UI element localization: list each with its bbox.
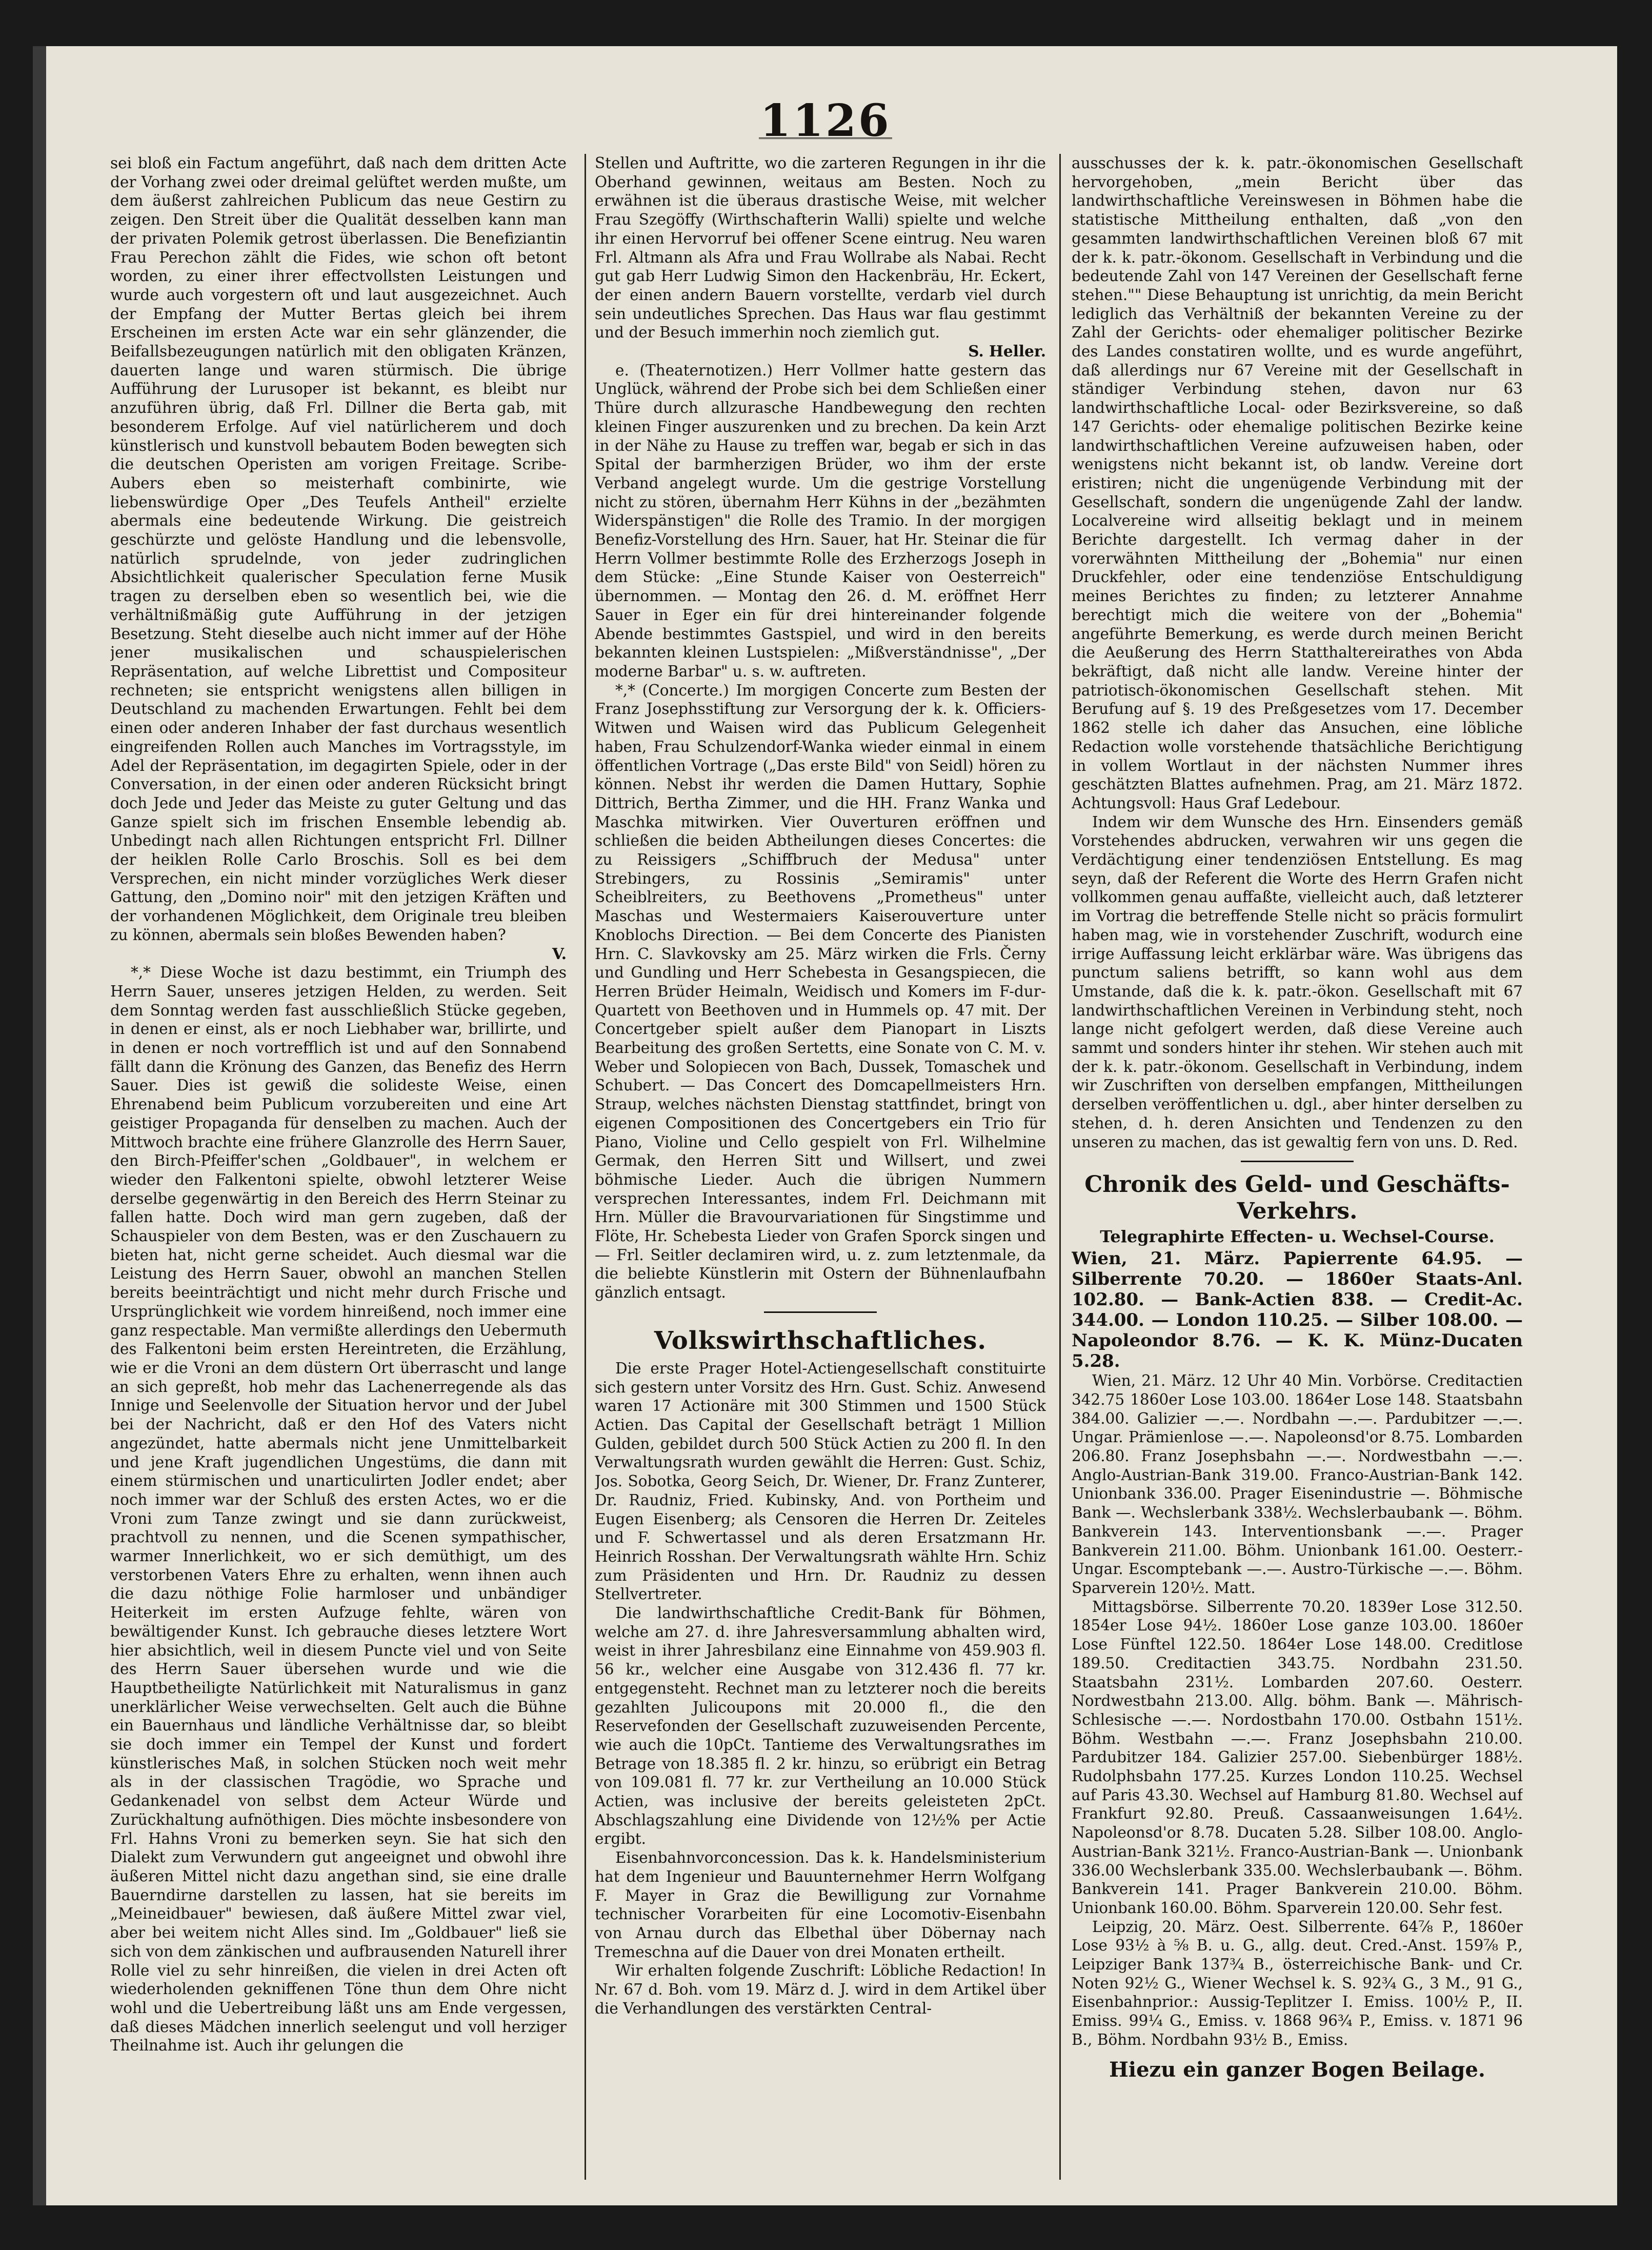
column-2 (595, 154, 1046, 2185)
scan-margin-right (1617, 0, 1652, 2250)
wien-vorboerse: Wien, 21. März. 12 Uhr 40 Min. Vorbörse. Creditactien 342.75 1860er Lose 103.00. 1864er Lose 148. Staatsbahn 384.00. Galizier —.—. Nordbahn —.—. Pardubitzer —.—. Ungar. Prämienlose —.—. Napoleonsd'or 8.75. Lombarden 206.80. Franz Josephsbahn —.—. Nordwestbahn —.—. Anglo-Austrian-Bank 319.00. Franco-Austrian-Bank 142. Unionbank 336.00. Prager Eisenindustrie —. Böhmische Bank —. Wechslerbank 338½. Wechslerbaubank —. Böhm. Bankverein 143. Interventionsbank —.—. Prager Bankverein 211.00. Böhm. Unionbank 161.00. Oesterr.-Ungar. Escomptebank —.—. Austro-Türkische —.—. Böhm. Sparverein 120½. Matt. (1072, 1372, 1523, 1597)
leipzig-course: Leipzig, 20. März. Oest. Silberrente. 64⅞ P., 1860er Lose 93½ à ⅝ B. u. G., allg. deut. Cred.-Anst. 159⅞ P., Leipziger Bank 137¾ B., österreichische Bank- und Cr. Noten 92½ G., Wiener Wechsel k. S. 92¾ G., 3 M., 91 G., Eisenbahnprior.: Aussig-Teplitzer I. Emiss. 100½ P., II. Emiss. 99¼ G., Emiss. v. 1868 96¾ P., Emiss. v. 1871 96 B., Böhm. Nordbahn 93½ B., Emiss. (1072, 1918, 1523, 2048)
page-number-rule (759, 137, 892, 142)
wien-telegram: Wien, 21. März. Papierrente 64.95. — Silberrente 70.20. — 1860er Staats-Anl. 102.80. — Bank-Actien 838. — Credit-Ac. 344.00. — London 110.25. — Silber 108.00. — Napoleondor 8.76. — K. K. Münz-Ducaten 5.28. (1072, 1248, 1523, 1372)
column-divider-1 (585, 154, 586, 2180)
article-paragraph: sei bloß ein Factum angeführt, daß nach dem dritten Acte der Vorhang zwei oder dreimal gelüftet werden mußte, um dem äußerst zahlreichen Publicum das neue Gestirn zu zeigen. Den Streit über die Qualität desselben kann man der privaten Polemik getrost überlassen. Die Benefiziantin Frau Perechon zählt die Fides, wie schon oft betont worden, zu einer ihrer effectvollsten Leistungen und wurde auch vorgestern oft und laut ausgezeichnet. Auch der Empfang der Mutter Bertas gleich bei ihrem Erscheinen im ersten Acte war ein sehr glänzender, die Beifallsbezeugungen natürlich mit den obligaten Kränzen, dauerten lange und waren stürmisch. Die übrige Aufführung der Lurusoper ist bekannt, es bleibt nur anzuführen übrig, daß Frl. Dillner die Berta gab, mit besonderem Erfolge. Auf viel natürlicherem und doch künstlerisch und kunstvoll bebautem Boden bewegten sich die deutschen Operisten am vorigen Freitage. Scribe-Aubers eben so meisterhaft combinirte, wie liebenswürdige Oper „Des Teufels Antheil" erzielte abermals eine bedeutende Wirkung. Die geistreich geschürzte und gelöste Handlung und die lebensvolle, natürlich sprudelnde, von jeder zudringlichen Absichtlichkeit qualerischer Speculation ferne Musik tragen zu derselben eben so wesentlich bei, wie die verhältnißmäßig gute Aufführung in der jetzigen Besetzung. Steht dieselbe auch nicht immer auf der Höhe jener musikalischen und schauspielerischen Repräsentation, auf welche Librettist und Compositeur rechneten; sie entspricht wenigstens allen billigen in Deutschland zu machenden Erwartungen. Fehlt bei dem einen oder anderen Inhaber der fast durchaus wesentlich eingreifenden Rollen auch Manches im Vortragsstyle, im Adel der Repräsentation, im degagirten Spiele, oder in der Conversation, in der einen oder anderen Rücksicht bringt doch Jede und Jeder das Meiste zu guter Geltung und das Ganze spielt sich im frischen Ensemble lebendig ab. Unbedingt nach allen Richtungen entspricht Frl. Dillner der heiklen Rolle Carlo Broschis. Soll es bei dem Versprechen, ein nicht minder vorzügliches Werk dieser Gattung, den „Domino noir" mit den jetzigen Kräften und der vorhandenen Möglichkeit, dem Originale treu bleiben zu können, abermals sein bloßes Bewenden haben? (110, 154, 567, 944)
column-3 (1072, 154, 1523, 2185)
scan-margin-left (33, 46, 46, 2205)
section-divider (764, 1311, 877, 1313)
article-paragraph: Eisenbahnvorconcession. Das k. k. Handelsministerium hat dem Ingenieur und Bauunternehmer Herrn Wolfgang F. Mayer in Graz die Bewilligung zur Vornahme technischer Vorarbeiten für eine Locomotiv-Eisenbahn von Arnau durch das Elbethal über Döbernay nach Tremeschna auf die Dauer von drei Monaten ertheilt. (595, 1849, 1046, 1961)
section-divider (1241, 1161, 1354, 1162)
article-paragraph: Stellen und Auftritte, wo die zarteren Regungen in ihr die Oberhand gewinnen, weitaus am Besten. Noch zu erwähnen ist die überaus drastische Weise, mit welcher Frau Szegöffy (Wirthschafterin Walli) spielte und welche ihr einen Hervorruf bei offener Scene eintrug. Neu waren Frl. Altmann als Afra und Frau Wollrabe als Nabai. Recht gut gab Herr Ludwig Simon den Hackenbräu, Hr. Eckert, der einen andern Bauern vorstellte, verdarb viel durch sein undeutliches Sprechen. Das Haus war flau gestimmt und der Besuch immerhin noch ziemlich gut. (595, 154, 1046, 342)
chronik-title: Chronik des Geld- und Geschäfts-Verkehrs. (1084, 1171, 1510, 1225)
page-number: 1126 (760, 95, 891, 147)
article-paragraph: Die erste Prager Hotel-Actiengesellschaft constituirte sich gestern unter Vorsitz des Hrn. Gust. Schiz. Anwesend waren 17 Actionäre mit 300 Stimmen und 1500 Stück Actien. Das Capital der Gesellschaft beträgt 1 Million Gulden, gebildet durch 500 Stück Actien zu 200 fl. In den Verwaltungsrath wurden gewählt die Herren: Gust. Schiz, Jos. Sobotka, Georg Seich, Dr. Wiener, Dr. Franz Zunterer, Dr. Raudniz, Fried. Kubinsky, And. von Portheim und Eugen Eisenberg; als Censoren die Herren Dr. Zeiteles und F. Schwertassel und als deren Ersatzmann Hr. Heinrich Rosshan. Der Verwaltungsrath wählte Hrn. Schiz zum Präsidenten und Hrn. Dr. Raudniz zu dessen Stellvertreter. (595, 1359, 1046, 1603)
section-title: Volkswirthschaftliches. (654, 1326, 987, 1355)
article-paragraph: *,* (Concerte.) Im morgigen Concerte zum Besten der Franz Josephsstiftung zur Versorgung der k. k. Officiers-Witwen und Waisen wird das Publicum Gelegenheit haben, Frau Schulzendorf-Wanka wieder einmal in einem öffentlichen Vortrage („Das erste Bild" von Seidl) hören zu können. Nebst ihr werden die Damen Huttary, Sophie Dittrich, Bertha Zimmer, und die HH. Franz Wanka und Maschka mitwirken. Vier Ouverturen eröffnen und schließen die beiden Abtheilungen dieses Concertes: die zu Reissigers „Schiffbruch der Medusa" unter Strebingers, zu Rossinis „Semiramis" unter Scheiblreiters, zu Beethovens „Prometheus" unter Maschas und Westermaiers Kaiserouverture unter Knoblochs Direction. — Bei dem Concerte des Pianisten Hrn. C. Slavkovsky am 25. März wirken die Frls. Černy und Gundling und Herr Schebesta in Gesangspiecen, die Herren Brüder Heimaln, Weidisch und Komers im F-dur-Quartett von Beethoven und in Hummels op. 47 mit. Der Concertgeber spielt außer dem Pianopart in Liszts Bearbeitung des großen Sertetts, eine Sonate von C. M. v. Weber und Solopiecen von Bach, Dussek, Tomaschek und Schubert. — Das Concert des Domcapellmeisters Hrn. Straup, welches nächsten Dienstag stattfindet, bringt von eigenen Compositionen des Concertgebers ein Trio für Piano, Violine und Cello gespielt von Frl. Wilhelmine Germak, den Herren Sitt und Willsert, und zwei böhmische Lieder. Auch die übrigen Nummern versprechen Interessantes, indem Frl. Deichmann mit Hrn. Müller die Bravourvariationen für Singstimme und Flöte, Hr. Schebesta Lieder von Grafen Sporck singen und — Frl. Seitler declamiren wird, u. z. zum letztenmale, da die beliebte Künstlerin mit Ostern der Bühnenlaufbahn gänzlich entsagt. (595, 681, 1046, 1302)
signature: V. (552, 944, 567, 963)
article-paragraph: e. (Theaternotizen.) Herr Vollmer hatte gestern das Unglück, während der Probe sich bei dem Schließen einer Thüre durch allzurasche Handbewegung den rechten kleinen Finger auszurenken und zu brechen. Da kein Arzt in der Nähe zu Hause zu treffen war, begab er sich in das Spital der barmherzigen Brüder, wo ihm der erste Verband angelegt wurde. Um die gestrige Vorstellung nicht zu stören, übernahm Herr Kühns in der „bezähmten Widerspänstigen" die Rolle des Tramio. In der morgigen Benefiz-Vorstellung des Hrn. Sauer, hat Hr. Steinar die für Herrn Vollmer bestimmte Rolle des Erzherzogs Joseph in dem Stücke: „Eine Stunde Kaiser von Oesterreich" übernommen. — Montag den 26. d. M. eröffnet Herr Sauer in Eger ein für drei hintereinander folgende Abende bestimmtes Gastspiel, und wird in den bereits bekannten kleinen Lustspielen: „Mißverständnisse", „Der moderne Barbar" u. s. w. auftreten. (595, 361, 1046, 680)
article-paragraph: ausschusses der k. k. patr.-ökonomischen Gesellschaft hervorgehoben, „mein Bericht über das landwirthschaftliche Vereinswesen in Böhmen habe die statistische Mittheilung enthalten, daß „von den gesammten landwirthschaftlichen Vereinen bloß 67 mit der k. k. patr.-ökonom. Gesellschaft in Verbindung und die bedeutende Zahl von 147 Vereinen der Gesellschaft ferne stehen."" Diese Behauptung ist unrichtig, da mein Bericht lediglich das Verhältniß der bekannten Vereine zu der Zahl der Gerichts- oder ehemaliger politischer Bezirke des Landes constatiren wollte, und es wurde angeführt, daß allerdings nur 67 Vereine mit der Gesellschaft in ständiger Verbindung stehen, davon nur 63 landwirthschaftliche Local- oder Bezirksvereine, so daß 147 Gerichts- oder ehemalige politischen Bezirke keine landwirthschaftlichen Vereine aufzuweisen haben, oder wenigstens nicht bekannt ist, ob landw. Vereine dort eristiren; nicht die ungenügende Verbindung mit der Gesellschaft, sondern die ungenügende Zahl der landw. Localvereine wird allseitig beklagt und in meinem Berichte dargestellt. Ich vermag daher in der vorerwähnten Mittheilung der „Bohemia" nur einen Druckfehler, oder eine tendenziöse Entschuldigung meines Berichtes zu finden; zu letzterer Annahme berechtigt mich die weitere von der „Bohemia" angeführte Bemerkung, es werde durch meinen Bericht die Aeußerung des Herrn Statthaltereirathes von Abda bekräftigt, daß nicht alle landw. Vereine hinter der patriotisch-ökonomischen Gesellschaft stehen. Mit Berufung auf §. 19 des Preßgesetzes vom 17. December 1862 stelle ich daher das Ansuchen, eine löbliche Redaction wolle vorstehende thatsächliche Berichtigung in vollem Wortlaut in der nächsten Nummer ihres geschätzten Blattes aufnehmen. Prag, am 21. März 1872. Achtungsvoll: Haus Graf Ledebour. (1072, 154, 1523, 812)
article-paragraph: Wir erhalten folgende Zuschrift: Löbliche Redaction! In Nr. 67 d. Boh. vom 19. März d. J. wird in dem Artikel über die Verhandlungen des verstärkten Central- (595, 1962, 1046, 2017)
mittagsboerse: Mittagsbörse. Silberrente 70.20. 1839er Lose 312.50. 1854er Lose 94½. 1860er Lose ganze 103.00. 1860er Lose Fünftel 122.50. 1864er Lose 148.00. Creditlose 189.50. Creditactien 343.75. Nordbahn 231.50. Staatsbahn 231½. Lombarden 207.60. Oesterr. Nordwestbahn 213.00. Allg. böhm. Bank —. Mährisch-Schlesische —.—. Nordostbahn 170.00. Ostbahn 151½. Böhm. Westbahn —.—. Franz Josephsbahn 210.00. Pardubitzer 184. Galizier 257.00. Siebenbürger 188½. Rudolphsbahn 177.25. Kurzes London 110.25. Wechsel auf Paris 43.30. Wechsel auf Hamburg 81.80. Wechsel auf Frankfurt 92.80. Preuß. Cassaanweisungen 1.64½. Napoleonsd'or 8.78. Ducaten 5.28. Silber 108.00. Anglo-Austrian-Bank 321½. Franco-Austrian-Bank —. Unionbank 336.00 Wechslerbank 335.00. Wechslerbaubank —. Böhm. Bankverein 141. Prager Bankverein 210.00. Böhm. Unionbank 160.00. Böhm. Sparverein 120.00. Sehr fest. (1072, 1598, 1523, 1917)
signature: S. Heller. (968, 342, 1046, 361)
article-paragraph: Indem wir dem Wunsche des Hrn. Einsenders gemäß Vorstehendes abdrucken, verwahren wir uns gegen die Verdächtigung einer tendenziösen Entstellung. Es mag seyn, daß der Referent die Worte des Herrn Grafen nicht vollkommen genau auffaßte, vielleicht auch, daß letzterer im Vortrag die betreffende Stelle nicht so präcis formulirt haben mag, wie in vorstehender Zuschrift, wodurch eine irrige Auffassung leicht erklärbar wäre. Was übrigens das punctum saliens betrifft, so kann wohl aus dem Umstande, daß die k. k. patr.-ökon. Gesellschaft mit 67 landwirthschaftlichen Vereinen in Verbindung steht, noch lange nicht gefolgert werden, daß diese Vereine auch sammt und sonders hinter ihr stehen. Wir stehen auch mit der k. k. patr.-ökonom. Gesellschaft in Verbindung, indem wir Zuschriften von derselben empfangen, Mittheilungen derselben veröffentlichen u. dgl., aber hinter derselben zu stehen, d. h. deren Ansichten und Tendenzen zu den unseren zu machen, das ist gewaltig fern von uns. D. Red. (1072, 813, 1523, 1151)
scan-margin-bottom (46, 2205, 1617, 2250)
chronik-subtitle: Telegraphirte Effecten- u. Wechsel-Course. (1100, 1227, 1495, 1247)
article-paragraph: *,* Diese Woche ist dazu bestimmt, ein Triumph des Herrn Sauer, unseres jetzigen Helden, zu werden. Seit dem Sonntag werden fast ausschließlich Stücke gegeben, in denen er einst, als er noch Liebhaber war, brillirte, und in denen er noch vortrefflich ist und auf den Sonnabend fällt dann die Krönung des Ganzen, das Benefiz des Herrn Sauer. Dies ist gewiß die solideste Weise, einen Ehrenabend beim Publicum vorzubereiten und eine Art geistiger Propaganda für denselben zu machen. Auch der Mittwoch brachte eine frühere Glanzrolle des Herrn Sauer, den Birch-Pfeiffer'schen „Goldbauer", in welchem er wieder den Falkentoni spielte, obwohl letzterer Weise derselbe gegenwärtig in den Bereich des Herrn Steinar zu fallen hatte. Doch wird man gern zugeben, daß der Schauspieler von dem Besten, was er den Zuschauern zu bieten hat, nicht gerne scheidet. Auch diesmal war die Leistung des Herrn Sauer, obwohl an manchen Stellen bereits beeinträchtigt und nicht mehr durch Frische und Ursprünglichkeit wie vordem hinreißend, noch immer eine ganz respectable. Man vermißte allerdings den Uebermuth des Falkentoni beim ersten Hereintreten, die Erzählung, wie er die Vroni an dem düstern Ort überrascht und lange an sich gepreßt, hob mehr das Lachenerregende als das Innige und Seelenvolle der Situation hervor und der Jubel bei der Nachricht, daß er den Hof des Vaters nicht angezündet, hatte abermals nicht jene Unmittelbarkeit und jene Kraft jugendlichen Ungestüms, die dann mit einem stürmischen und unarticulirten Jodler endet; aber noch immer war der Schluß des ersten Actes, wo er die Vroni zum Tanze zwingt und sie dann zurückweist, prachtvoll zu nennen, und die Scenen sympathischer, warmer Innerlichkeit, wo er sich demüthigt, um des verstorbenen Vaters Ehre zu erhalten, wenn ihnen auch die dazu nöthige Folie harmloser und unbändiger Heiterkeit im ersten Aufzuge fehlte, wären von bewältigender Kunst. Ich gebrauche dieses letztere Wort hier absichtlich, weil in diesem Puncte viel und von Seite des Herrn Sauer übersehen wurde und wie die Hauptbetheiligte Natürlichkeit mit Naturalismus in ganz unerklärlicher Weise verwechselten. Gelt auch die Bühne ein Bauernhaus und ländliche Verhältnisse dar, so bleibt sie doch immer ein Tempel der Kunst und fordert künstlerisches Maß, in solchen Stücken noch weit mehr als in der classischen Tragödie, wo Sprache und Gedankenadel von selbst dem Acteur Würde und Zurückhaltung aufnöthigen. Dies möchte insbesondere von Frl. Hahns Vroni zu bemerken seyn. Sie hat sich den Dialekt zum Verwundern gut angeeignet und obwohl ihre äußeren Mittel nicht dazu angethan sind, sie eine dralle Bauerndirne darstellen zu lassen, hat sie bereits im „Meineidbauer" bewiesen, daß äußere Mittel zwar viel, aber bei weitem nicht Alles sind. Im „Goldbauer" ließ sie sich von dem zänkischen und aufbrausenden Naturell ihrer Rolle viel zu sehr hinreißen, die vielen in drei Acten oft wiederholenden gekniffenen Töne thun dem Ohre nicht wohl und die Uebertreibung läßt uns am Ende vergessen, daß dieses Mädchen innerlich seelengut und voll herziger Theilnahme ist. Auch ihr gelungen die (110, 964, 567, 2055)
article-paragraph: Die landwirthschaftliche Credit-Bank für Böhmen, welche am 27. d. ihre Jahresversammlung abhalten wird, weist in ihrer Jahresbilanz eine Einnahme von 459.903 fl. 56 kr., welcher eine Ausgabe von 312.436 fl. 77 kr. entgegensteht. Rechnet man zu letzterer noch die bereits gezahlten Julicoupons mit 20.000 fl., die den Reservefonden der Gesellschaft zuzuweisenden Percente, wie auch die 10pCt. Tantieme des Verwaltungsrathes im Betrage von 18.385 fl. 2 kr. hinzu, so erübrigt ein Betrag von 109.081 fl. 77 kr. zur Vertheilung an 10.000 Stück Actien, was inclusive der bereits geleisteten 2pCt. Abschlagszahlung eine Dividende von 12½% per Actie ergibt. (595, 1604, 1046, 1848)
column-1 (110, 154, 567, 2185)
supplement-note: Hiezu ein ganzer Bogen Beilage. (1109, 2057, 1485, 2082)
column-divider-2 (1059, 154, 1061, 2180)
